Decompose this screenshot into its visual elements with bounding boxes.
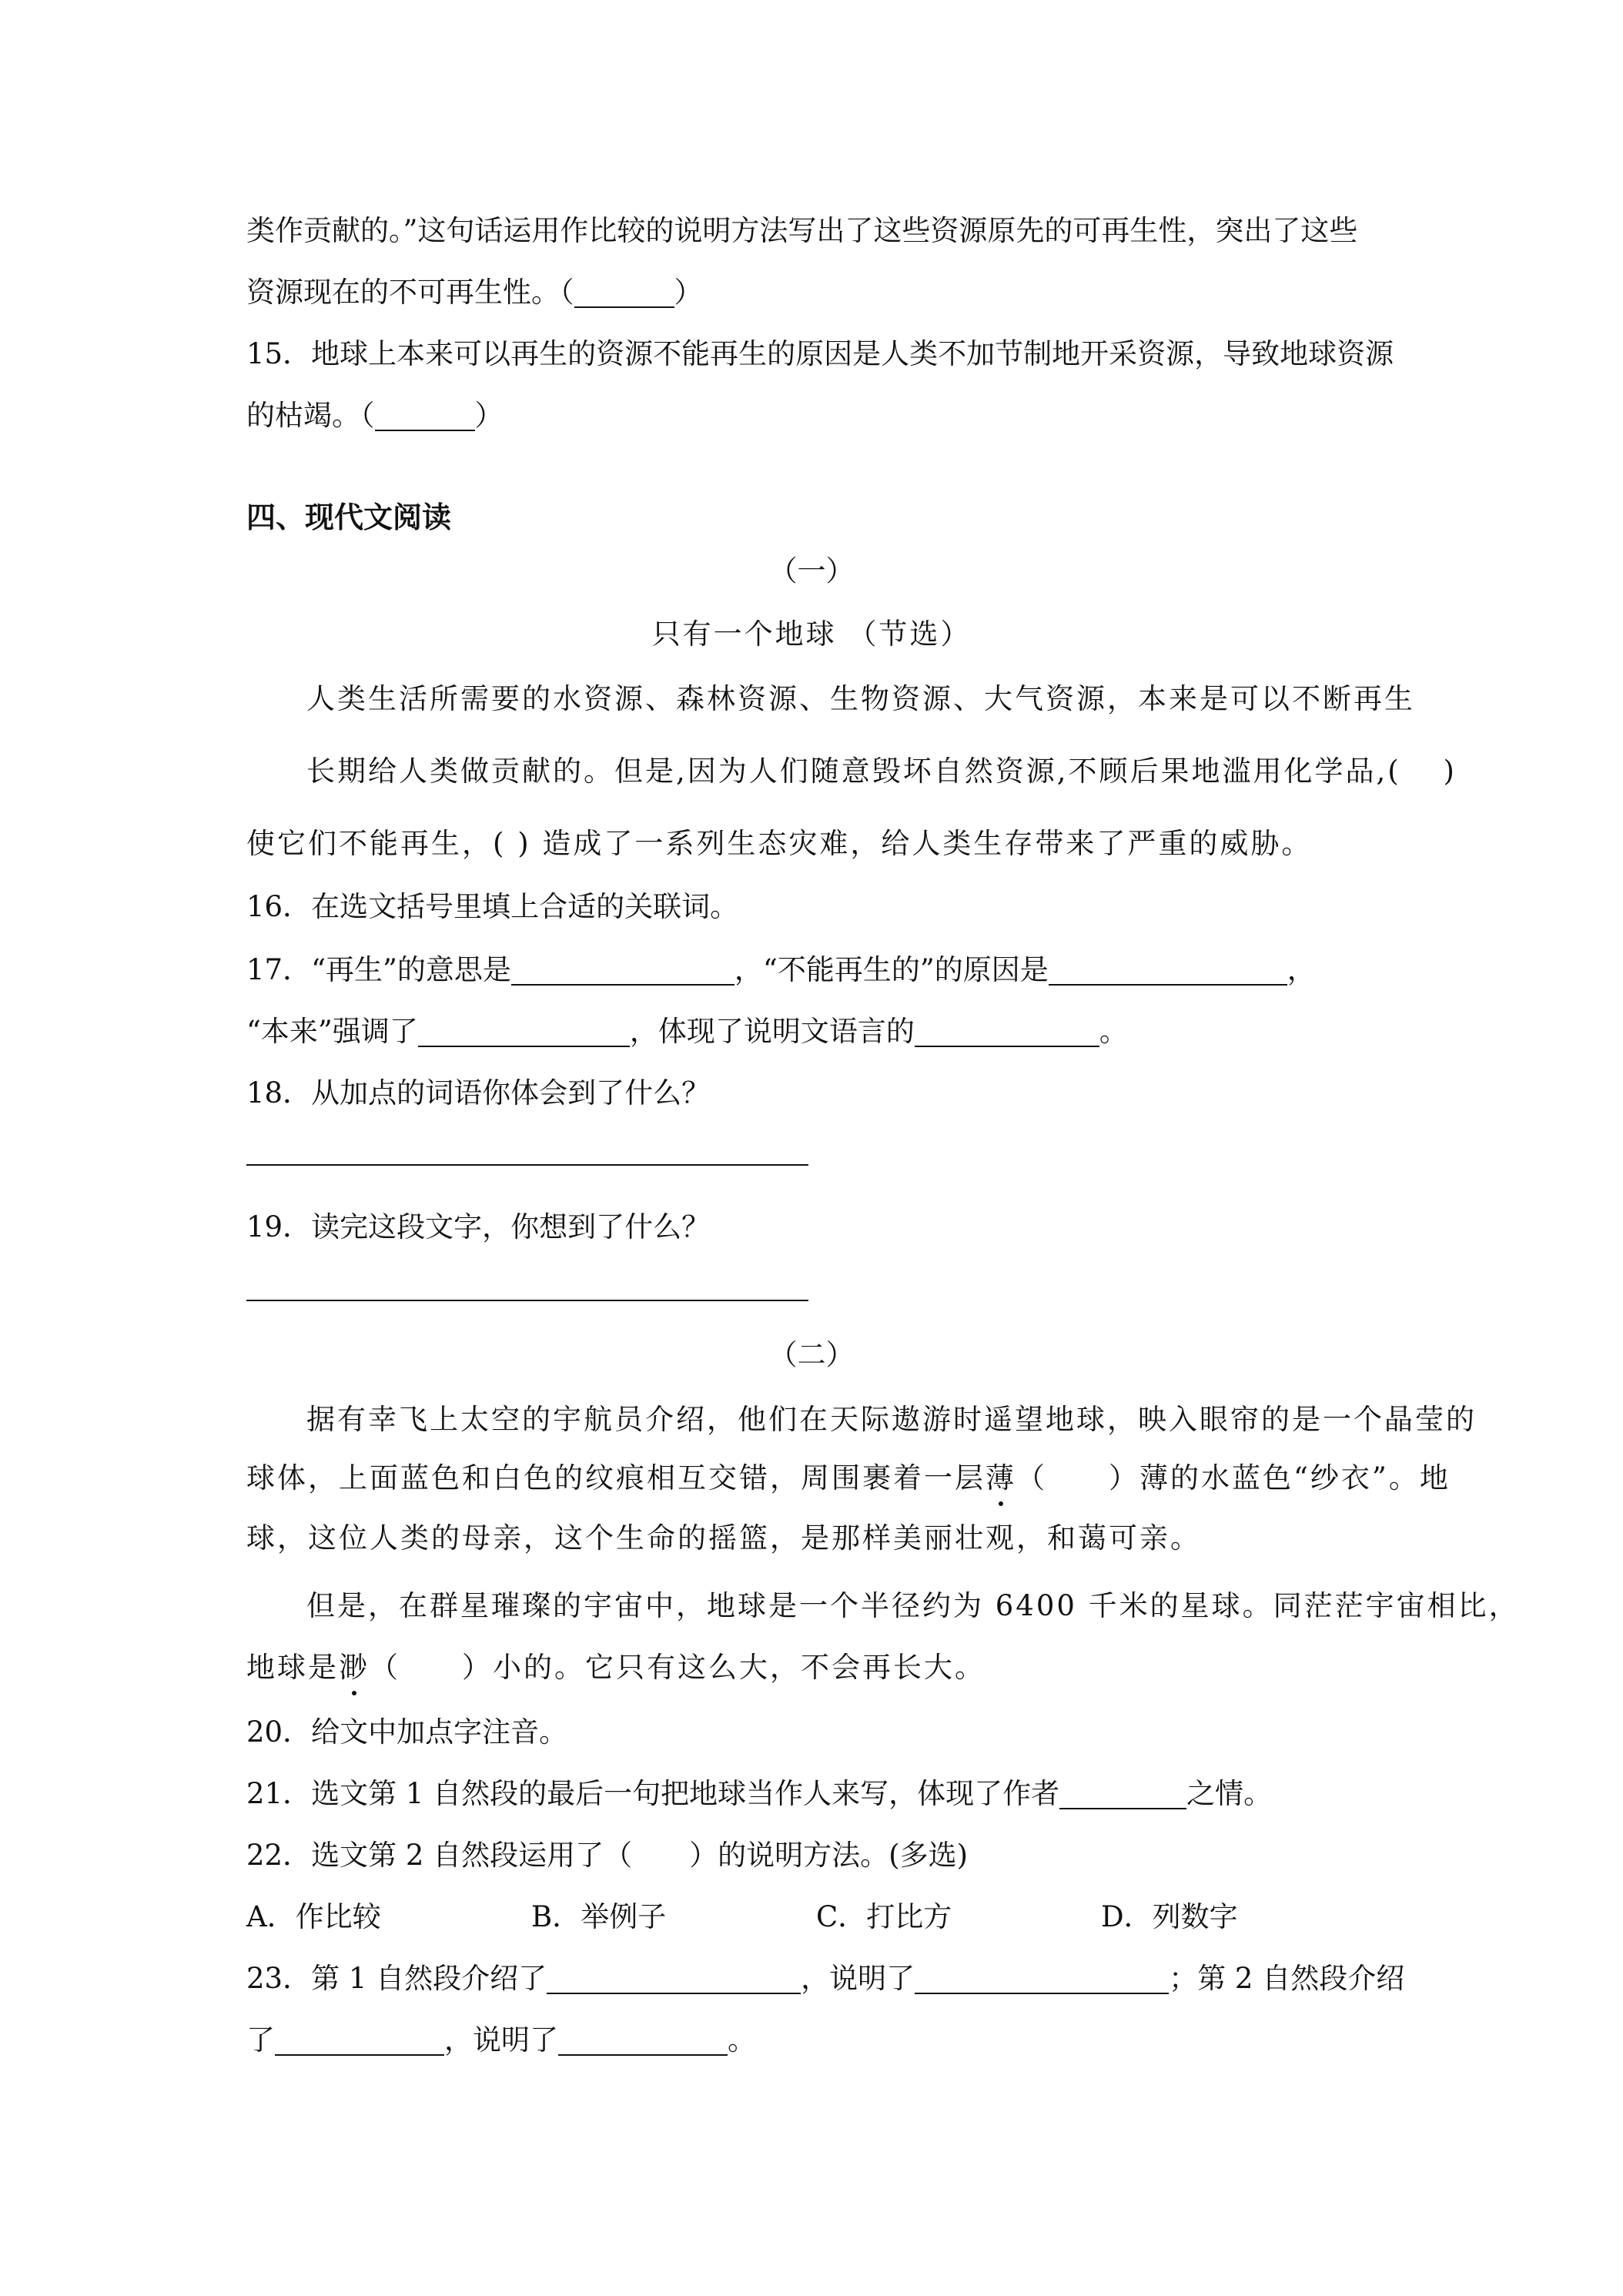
option-a[interactable]: A．作比较: [246, 1900, 381, 1933]
q16-text: 16．在选文括号里填上合适的关联词。: [246, 890, 739, 923]
passage1-line1: 人类生活所需要的水资源、森林资源、生物资源、大气资源，本来是可以不断再生: [306, 682, 1415, 715]
q23-line2: 了 ，说明了 。: [246, 2023, 756, 2057]
q14-text-line1: 类作贡献的。”这句话运用作比较的说明方法写出了这些资源原先的可再生性，突出了这些: [246, 214, 1358, 247]
q14-text-line2: 资源现在的不可再生性。（ ）: [246, 276, 703, 309]
q17-blank-4[interactable]: [915, 1015, 1099, 1047]
passage2-line1: 据有幸飞上太空的宇航员介绍，他们在天际遨游时遥望地球，映入眼帘的是一个晶莹的: [306, 1403, 1477, 1436]
option-c[interactable]: C．打比方: [816, 1900, 952, 1933]
q23-blank-3[interactable]: [275, 2023, 444, 2056]
q23-blank-1[interactable]: [547, 1962, 801, 1994]
q19-text: 19．读完这段文字，你想到了什么？: [246, 1210, 711, 1243]
passage1-title: 只有一个地球 （节选）: [651, 618, 972, 651]
q22-options: [246, 1896, 1386, 1939]
q21-blank[interactable]: [1059, 1777, 1186, 1809]
q14-answer-blank[interactable]: [574, 276, 674, 308]
q23-blank-4[interactable]: [558, 2023, 728, 2056]
passage2-line2: 球体，上面蓝色和白色的纹痕相互交错，周围裹着一层薄（ ）薄的水蓝色“纱衣”。地: [246, 1457, 1386, 1500]
q15-answer-blank[interactable]: [375, 399, 475, 431]
option-b[interactable]: B．举例子: [531, 1900, 667, 1933]
part1-label: （一）: [768, 554, 855, 587]
q17-line1: 17．“再生”的意思是 ，“不能再生的”的原因是 ，: [246, 953, 1316, 986]
passage1-line2: 长期给人类做贡献的。但是,因为人们随意毁坏自然资源,不顾后果地滥用化学品,( ): [306, 755, 1457, 788]
q18-text: 18．从加点的词语你体会到了什么？: [246, 1076, 711, 1110]
passage1-line3: 使它们不能再生，( ) 造成了一系列生态灾难，给人类生存带来了严重的威胁。: [246, 827, 1313, 860]
q17-blank-1[interactable]: [511, 953, 735, 986]
section-heading: 四、现代文阅读: [246, 500, 452, 534]
passage2-line5: 地球是渺（ ）小的。它只有这么大，不会再长大。: [246, 1646, 1386, 1689]
q23-blank-2[interactable]: [915, 1962, 1169, 1994]
dotted-char-bao: 薄: [986, 1457, 1016, 1500]
option-d[interactable]: D．列数字: [1101, 1900, 1238, 1933]
q23-line1: 23．第 1 自然段介绍了 ，说明了 ；第 2 自然段介绍: [246, 1962, 1405, 1995]
q19-answer-line[interactable]: [246, 1300, 808, 1301]
q22-text: 22．选文第 2 自然段运用了（ ）的说明方法。(多选): [246, 1839, 969, 1872]
q17-blank-3[interactable]: [418, 1015, 630, 1047]
q17-line2: “本来”强调了 ，体现了说明文语言的 。: [246, 1015, 1128, 1048]
q15-text-line2: 的枯竭。（ ）: [246, 399, 504, 432]
q17-blank-2[interactable]: [1049, 953, 1287, 986]
q20-text: 20．给文中加点字注音。: [246, 1715, 568, 1749]
part2-label: （二）: [768, 1338, 855, 1371]
q21-text: 21．选文第 1 自然段的最后一句把地球当作人来写，体现了作者 之情。: [246, 1777, 1273, 1810]
q18-answer-line[interactable]: [246, 1164, 808, 1166]
passage2-line4: 但是，在群星璀璨的宇宙中，地球是一个半径约为 6400 千米的星球。同茫茫宇宙相比，: [306, 1589, 1520, 1622]
q15-text-line1: 15．地球上本来可以再生的资源不能再生的原因是人类不加节制地开采资源，导致地球资源: [246, 337, 1394, 370]
passage2-line3: 球，这位人类的母亲，这个生命的摇篮，是那样美丽壮观，和蔼可亲。: [246, 1521, 1201, 1555]
dotted-char-miao: 渺: [339, 1646, 370, 1689]
